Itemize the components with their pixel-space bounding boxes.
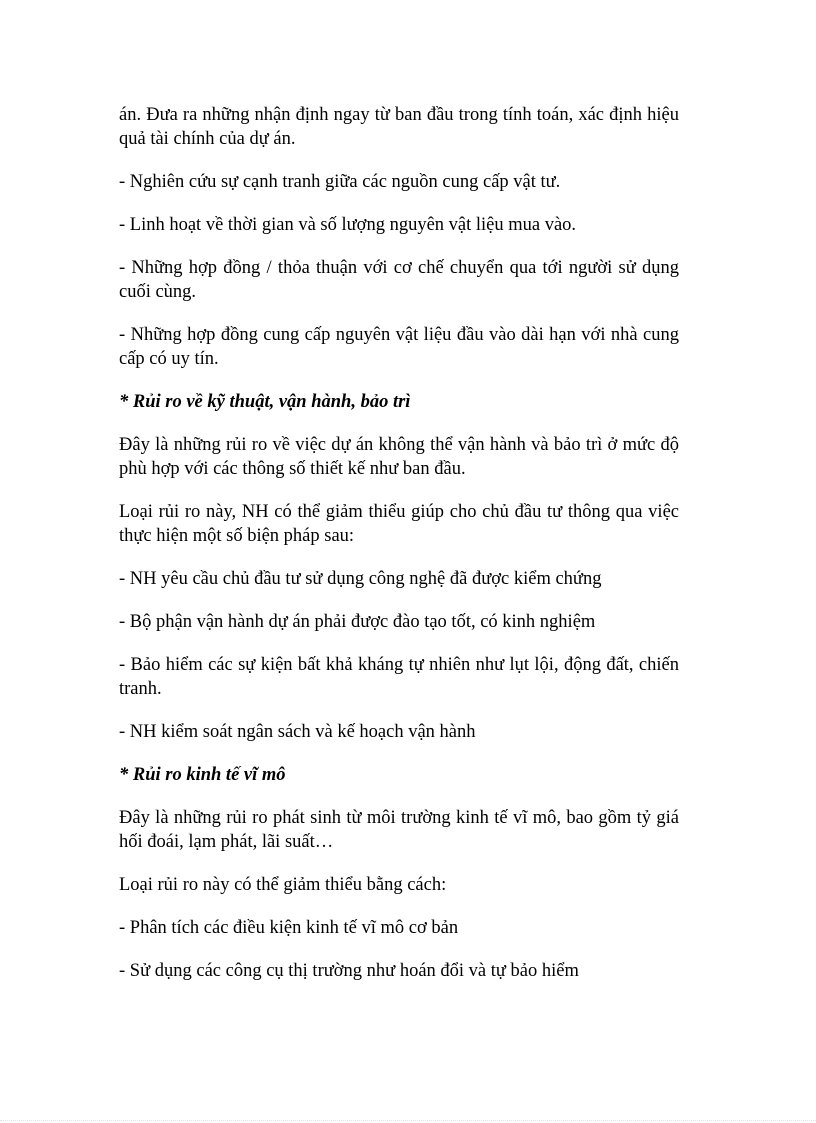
bullet-long-term-supply: - Những hợp đồng cung cấp nguyên vật liệu đầu vào dài hạn với nhà cung cấp có uy tín.: [119, 325, 679, 369]
page-bottom-divider: [0, 1120, 816, 1121]
bullet-competition-research: - Nghiên cứu sự cạnh tranh giữa các nguồn cung cấp vật tư.: [119, 172, 561, 192]
paragraph-intro-continuation: án. Đưa ra những nhận định ngay từ ban đầu trong tính toán, xác định hiệu quả tài chính của dự án.: [119, 105, 679, 149]
paragraph-technical-risk-definition: Đây là những rủi ro về việc dự án không thể vận hành và bảo trì ở mức độ phù hợp với các thông số thiết kế như ban đầu.: [119, 435, 679, 479]
bullet-market-instruments: - Sử dụng các công cụ thị trường như hoán đổi và tự bảo hiểm: [119, 961, 579, 981]
paragraph-macro-risk-definition: Đây là những rủi ro phát sinh từ môi trường kinh tế vĩ mô, bao gồm tỷ giá hối đoái, lạm phát, lãi suất…: [119, 808, 679, 852]
bullet-macro-analysis: - Phân tích các điều kiện kinh tế vĩ mô cơ bản: [119, 918, 459, 938]
bullet-budget-control: - NH kiểm soát ngân sách và kế hoạch vận hành: [119, 722, 476, 742]
heading-technical-risk: * Rủi ro về kỹ thuật, vận hành, bảo trì: [119, 392, 411, 412]
bullet-proven-technology: - NH yêu cầu chủ đầu tư sử dụng công nghệ đã được kiểm chứng: [119, 569, 602, 589]
paragraph-technical-risk-mitigation: Loại rủi ro này, NH có thể giảm thiểu giúp cho chủ đầu tư thông qua việc thực hiện một số biện pháp sau:: [119, 502, 679, 546]
bullet-trained-operators: - Bộ phận vận hành dự án phải được đào tạo tốt, có kinh nghiệm: [119, 612, 596, 632]
document-body: [119, 103, 679, 1002]
heading-macro-risk: * Rủi ro kinh tế vĩ mô: [119, 765, 286, 785]
bullet-pass-through-contracts: - Những hợp đồng / thỏa thuận với cơ chế chuyển qua tới người sử dụng cuối cùng.: [119, 258, 679, 302]
bullet-flexible-quantity: - Linh hoạt về thời gian và số lượng nguyên vật liệu mua vào.: [119, 215, 577, 235]
paragraph-macro-risk-mitigation: Loại rủi ro này có thể giảm thiểu bằng cách:: [119, 875, 447, 895]
bullet-force-majeure-insurance: - Bảo hiểm các sự kiện bất khả kháng tự nhiên như lụt lội, động đất, chiến tranh.: [119, 655, 679, 699]
